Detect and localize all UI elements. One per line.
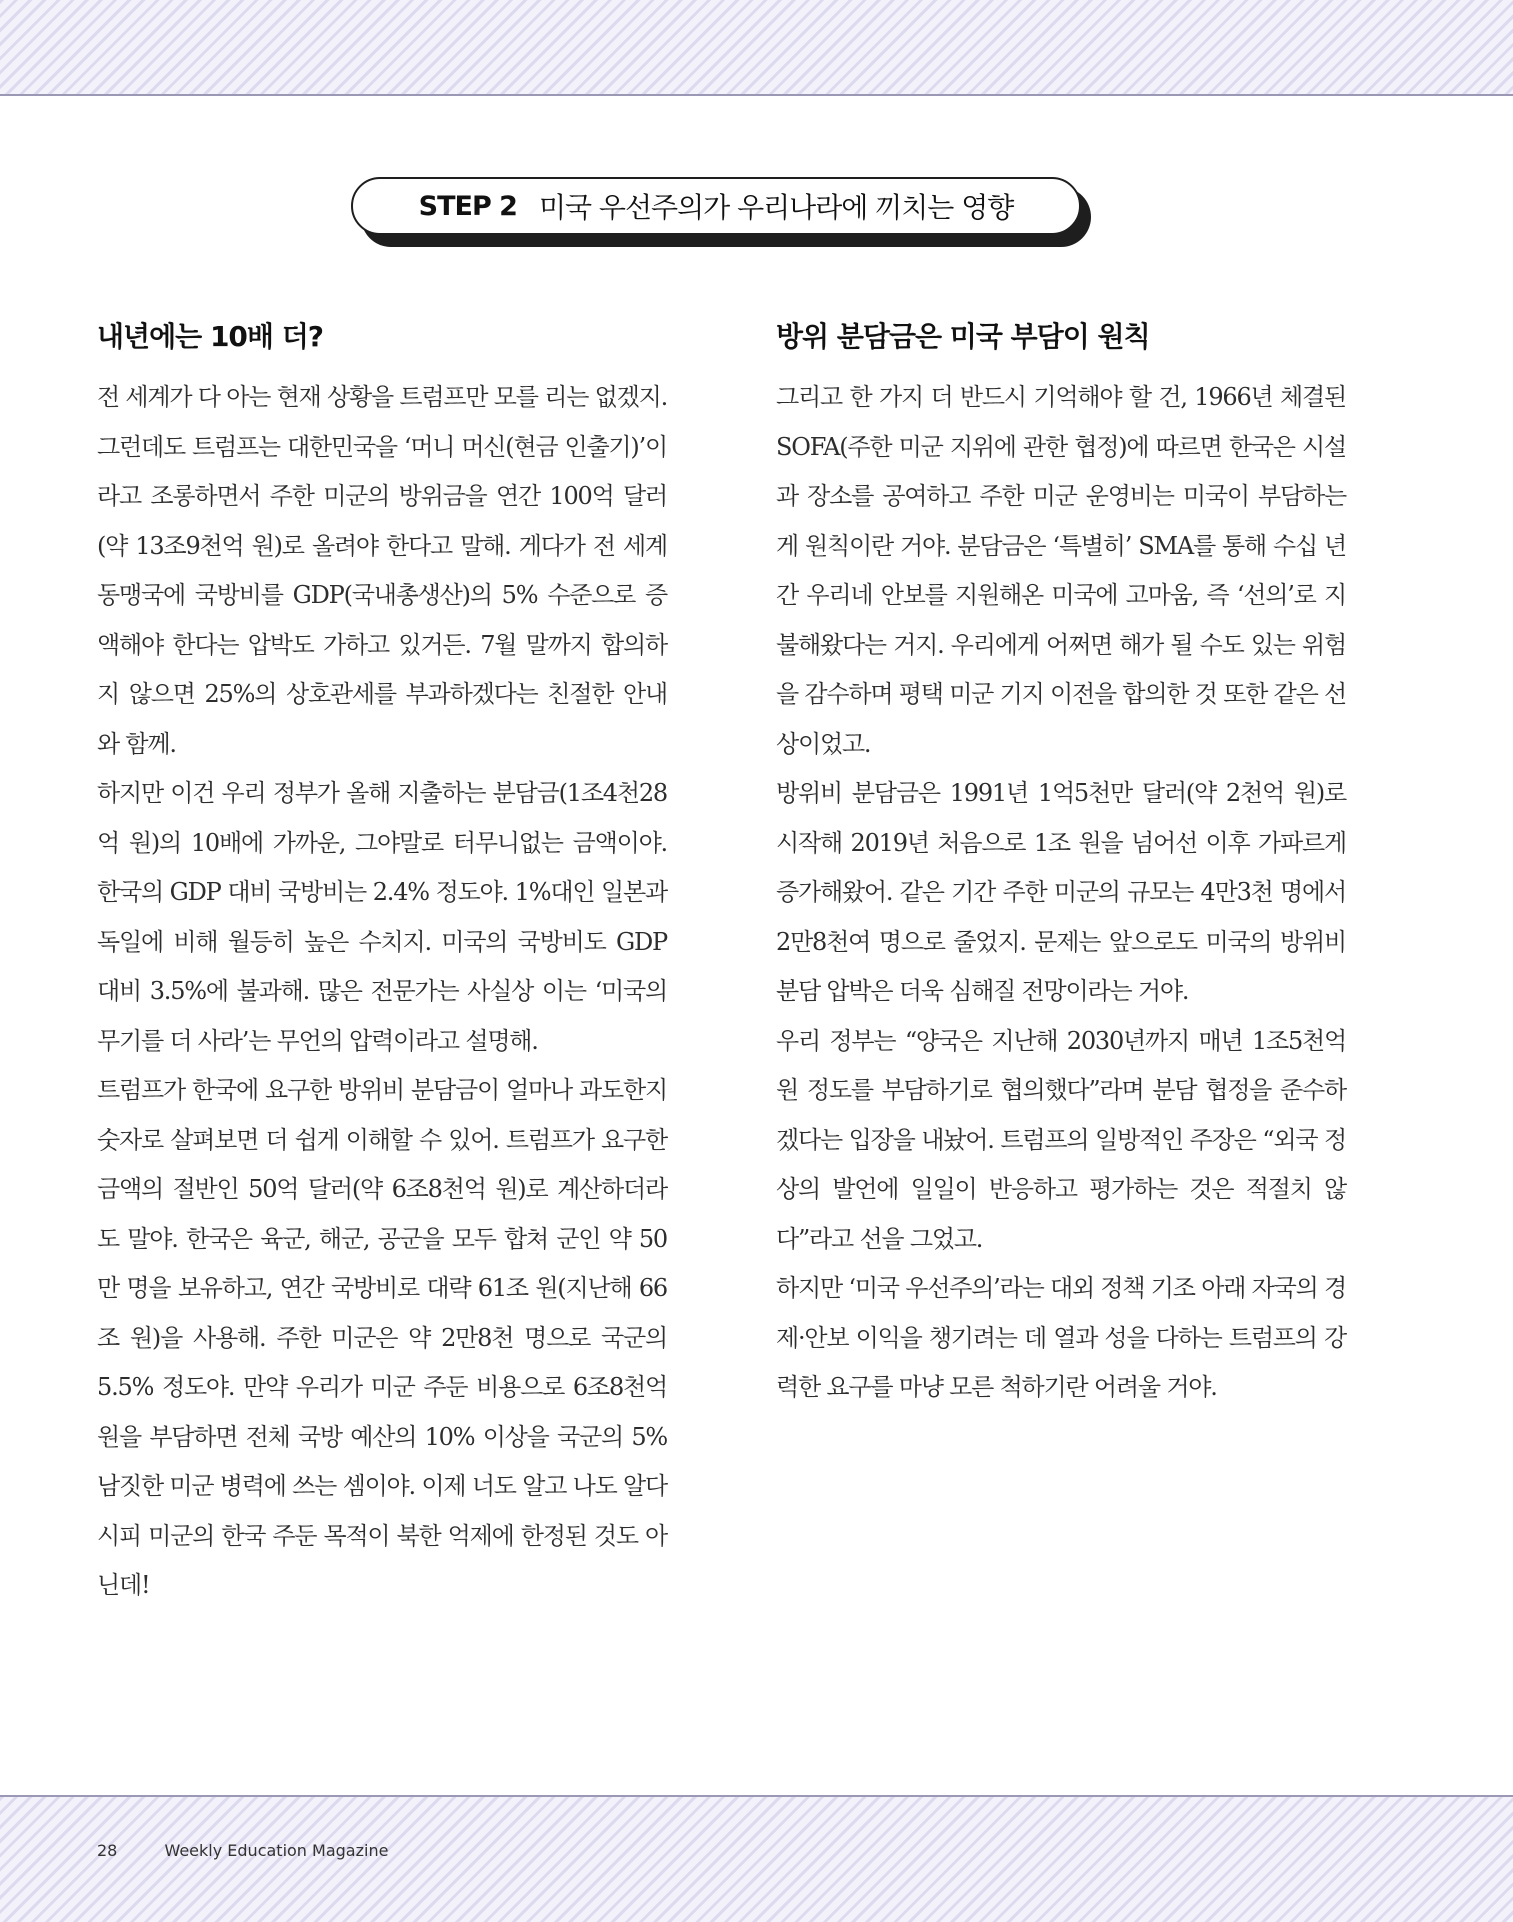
step-title: 미국 우선주의가 우리나라에 끼치는 영향 xyxy=(538,191,1014,224)
right-paragraph: 그리고 한 가지 더 반드시 기억해야 할 건, 1966년 체결된 SOFA(주한 미군 지위에 관한 협정)에 따르면 한국은 시설과 장소를 공여하고 주한 미군 운영비는 미국이 부담하는 게 원칙이란 거야. 분담금은 ‘특별히’ SMA를 통해 수십 년간 우리네 안보를 지원해온 미국에 고마움, 즉 ‘선의’로 지불해왔다는 거지. 우리에게 어쩌면 해가 될 수도 있는 위험을 감수하며 평택 미군 기지 이전을 합의한 것 또한 같은 선상이었고. xyxy=(776,383,1346,758)
right-heading: 방위 분담금은 미국 부담이 원칙 xyxy=(776,320,1150,353)
page-footer xyxy=(97,1841,388,1860)
step-label: STEP 2 xyxy=(418,190,517,222)
step-banner xyxy=(351,177,1093,251)
top-decorative-band xyxy=(0,0,1513,96)
left-paragraph: 하지만 이건 우리 정부가 올해 지출하는 분담금(1조4천28억 원)의 10배에 가까운, 그야말로 터무니없는 금액이야. 한국의 GDP 대비 국방비는 2.4% 정도야. 1%대인 일본과 독일에 비해 월등히 높은 수치지. 미국의 국방비도 GDP 대비 3.5%에 불과해. 많은 전문가는 사실상 이는 ‘미국의 무기를 더 사라’는 무언의 압력이라고 설명해. xyxy=(97,779,667,1055)
left-column xyxy=(97,313,667,1611)
step-banner-box xyxy=(351,177,1081,235)
right-paragraph: 하지만 ‘미국 우선주의’라는 대외 정책 기조 아래 자국의 경제·안보 이익을 챙기려는 데 열과 성을 다하는 트럼프의 강력한 요구를 마냥 모른 척하기란 어려울 거야. xyxy=(776,1274,1346,1401)
right-paragraph: 우리 정부는 “양국은 지난해 2030년까지 매년 1조5천억 원 정도를 부담하기로 협의했다”라며 분담 협정을 준수하겠다는 입장을 내놨어. 트럼프의 일방적인 주장은 “외국 정상의 발언에 일일이 반응하고 평가하는 것은 적절치 않다”라고 선을 그었고. xyxy=(776,1026,1346,1253)
page-number: 28 xyxy=(97,1841,118,1860)
right-paragraph: 방위비 분담금은 1991년 1억5천만 달러(약 2천억 원)로 시작해 2019년 처음으로 1조 원을 넘어선 이후 가파르게 증가해왔어. 같은 기간 주한 미군의 규모는 4만3천 명에서 2만8천여 명으로 줄었지. 문제는 앞으로도 미국의 방위비 분담 압박은 더욱 심해질 전망이라는 거야. xyxy=(776,779,1346,1005)
left-heading: 내년에는 10배 더? xyxy=(97,320,323,353)
magazine-name: Weekly Education Magazine xyxy=(164,1841,389,1860)
left-paragraph: 트럼프가 한국에 요구한 방위비 분담금이 얼마나 과도한지 숫자로 살펴보면 더 쉽게 이해할 수 있어. 트럼프가 요구한 금액의 절반인 50억 달러(약 6조8천억 원)로 계산하더라도 말야. 한국은 육군, 해군, 공군을 모두 합쳐 군인 약 50만 명을 보유하고, 연간 국방비로 대략 61조 원(지난해 66조 원)을 사용해. 주한 미군은 약 2만8천 명으로 국군의 5.5% 정도야. 만약 우리가 미군 주둔 비용으로 6조8천억 원을 부담하면 전체 국방 예산의 10% 이상을 국군의 5% 남짓한 미군 병력에 쓰는 셈이야. 이제 너도 알고 나도 알다시피 미군의 한국 주둔 목적이 북한 억제에 한정된 것도 아닌데! xyxy=(97,1076,667,1599)
right-column xyxy=(776,313,1346,1413)
left-paragraph: 전 세계가 다 아는 현재 상황을 트럼프만 모를 리는 없겠지. 그런데도 트럼프는 대한민국을 ‘머니 머신(현금 인출기)’이라고 조롱하면서 주한 미군의 방위금을 연간 100억 달러(약 13조9천억 원)로 올려야 한다고 말해. 게다가 전 세계 동맹국에 국방비를 GDP(국내총생산)의 5% 수준으로 증액해야 한다는 압박도 가하고 있거든. 7월 말까지 합의하지 않으면 25%의 상호관세를 부과하겠다는 친절한 안내와 함께. xyxy=(97,383,667,758)
